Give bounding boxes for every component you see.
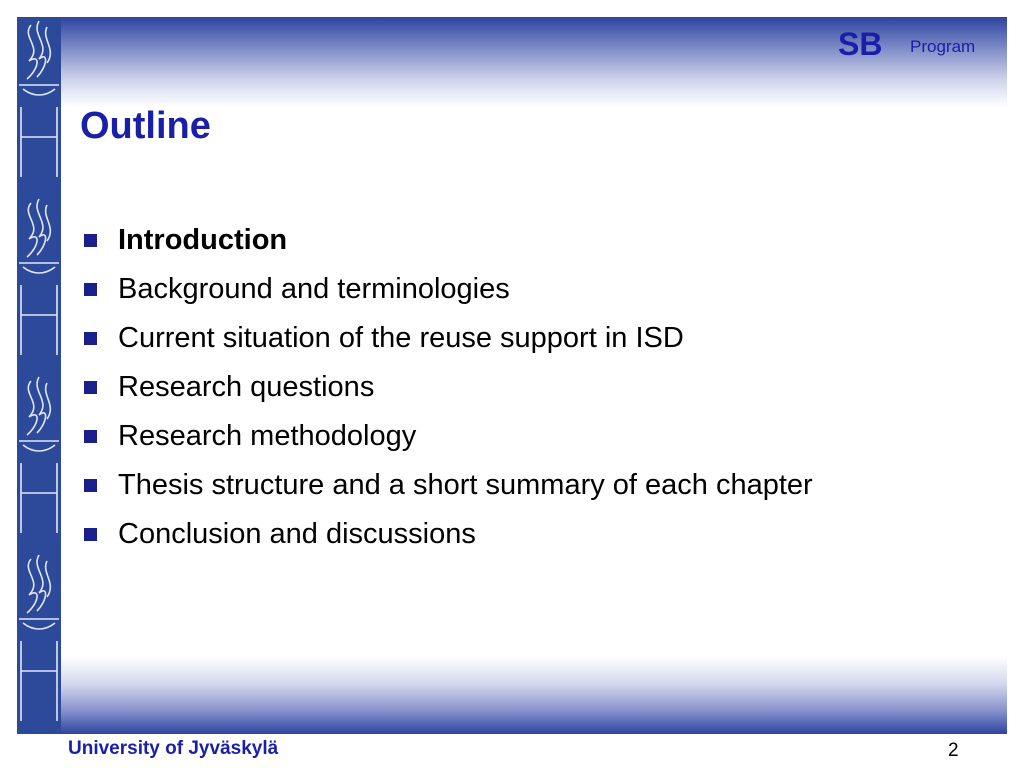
bullet-square-icon [84,332,97,345]
bullet-square-icon [84,528,97,541]
outline-item-text: Thesis structure and a short summary of each chapter [118,469,813,501]
outline-list [84,220,813,563]
outline-item-thesis-structure [84,465,813,514]
outline-item-research-methodology [84,416,813,465]
program-logo-label: Program [910,37,976,56]
outline-item-background [84,269,813,318]
outline-item-text: Current situation of the reuse support in ISD [118,322,684,354]
page-number: 2 [948,740,959,761]
flame-torch-icon [17,17,61,734]
sb-logo: SB [838,26,883,62]
outline-item-text: Introduction [118,224,288,256]
bullet-square-icon [84,430,97,443]
bullet-square-icon [84,234,97,247]
outline-item-introduction [84,220,813,269]
bullet-square-icon [84,381,97,394]
bullet-square-icon [84,283,97,296]
footer-university: University of Jyväskylä [68,738,279,759]
decorative-side-strip [17,17,61,734]
slide-title: Outline [80,105,211,147]
bullet-square-icon [84,479,97,492]
outline-item-current-situation [84,318,813,367]
outline-item-research-questions [84,367,813,416]
outline-item-text: Background and terminologies [118,273,510,305]
footer-gradient-band [61,656,1007,734]
outline-item-text: Research questions [118,371,375,403]
outline-item-conclusion [84,514,813,563]
outline-item-text: Conclusion and discussions [118,518,476,550]
outline-item-text: Research methodology [118,420,417,452]
